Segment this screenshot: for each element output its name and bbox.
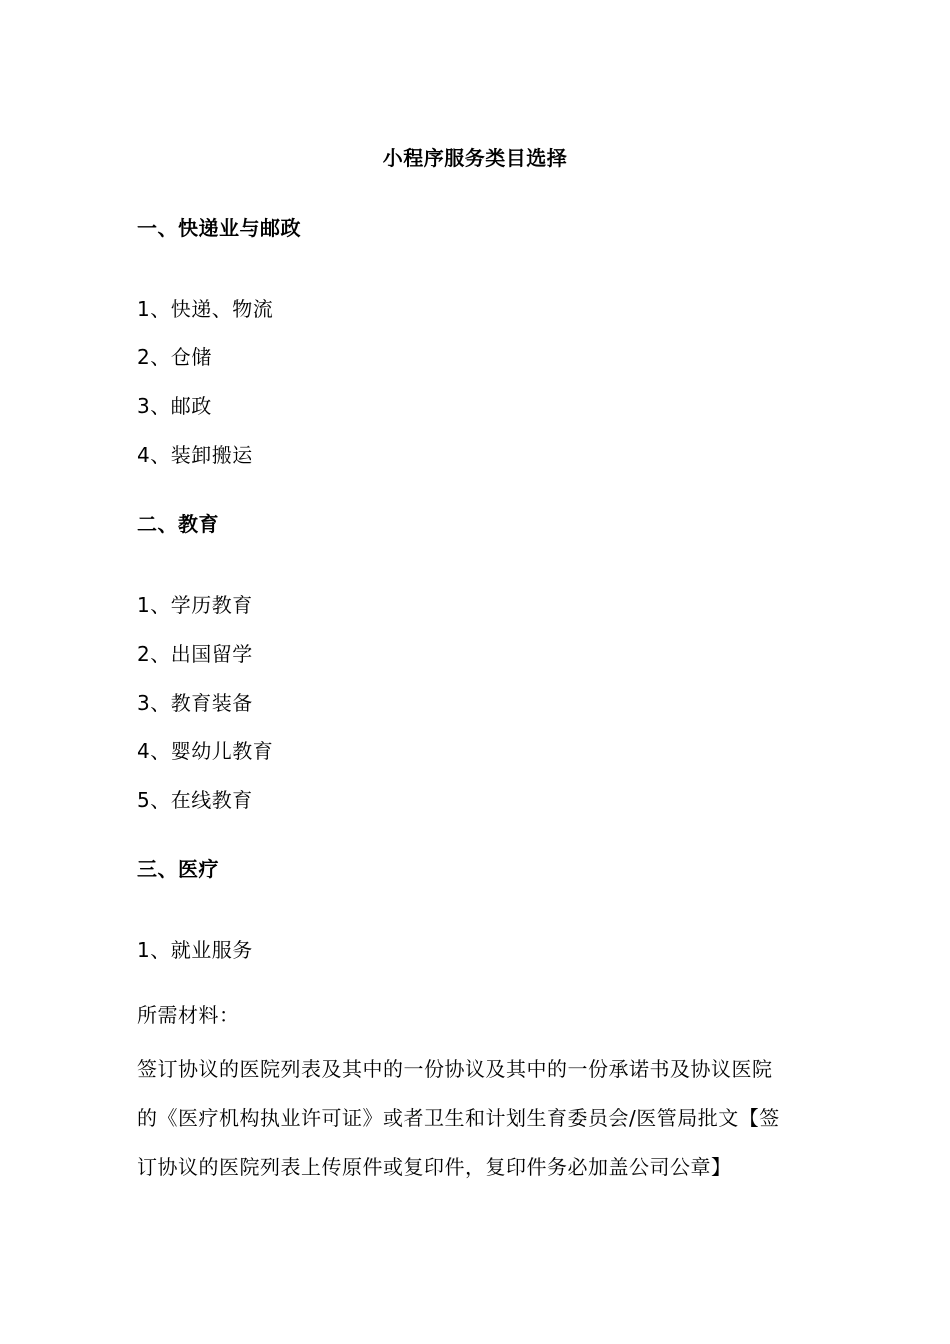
list-item: 1、学历教育 xyxy=(137,593,253,617)
materials-line: 订协议的医院列表上传原件或复印件，复印件务必加盖公司公章】 xyxy=(137,1155,732,1179)
document-title: 小程序服务类目选择 xyxy=(382,146,568,170)
list-item: 2、仓储 xyxy=(137,345,212,369)
list-item: 1、快递、物流 xyxy=(137,297,274,321)
list-item: 5、在线教育 xyxy=(137,788,253,812)
section-heading-express-postal: 一、快递业与邮政 xyxy=(137,216,301,240)
section-heading-education: 二、教育 xyxy=(137,512,219,536)
materials-line: 签订协议的医院列表及其中的一份协议及其中的一份承诺书及协议医院 xyxy=(137,1057,773,1081)
list-item: 4、装卸搬运 xyxy=(137,443,253,467)
materials-paragraph xyxy=(137,1045,817,1192)
materials-label: 所需材料： xyxy=(137,1003,240,1027)
list-item: 2、出国留学 xyxy=(137,642,253,666)
list-item: 3、邮政 xyxy=(137,394,212,418)
list-item: 4、婴幼儿教育 xyxy=(137,739,274,763)
list-item: 1、就业服务 xyxy=(137,938,253,962)
list-item: 3、教育装备 xyxy=(137,691,253,715)
section-heading-medical: 三、医疗 xyxy=(137,857,219,881)
materials-line: 的《医疗机构执业许可证》或者卫生和计划生育委员会/医管局批文【签 xyxy=(137,1106,780,1130)
